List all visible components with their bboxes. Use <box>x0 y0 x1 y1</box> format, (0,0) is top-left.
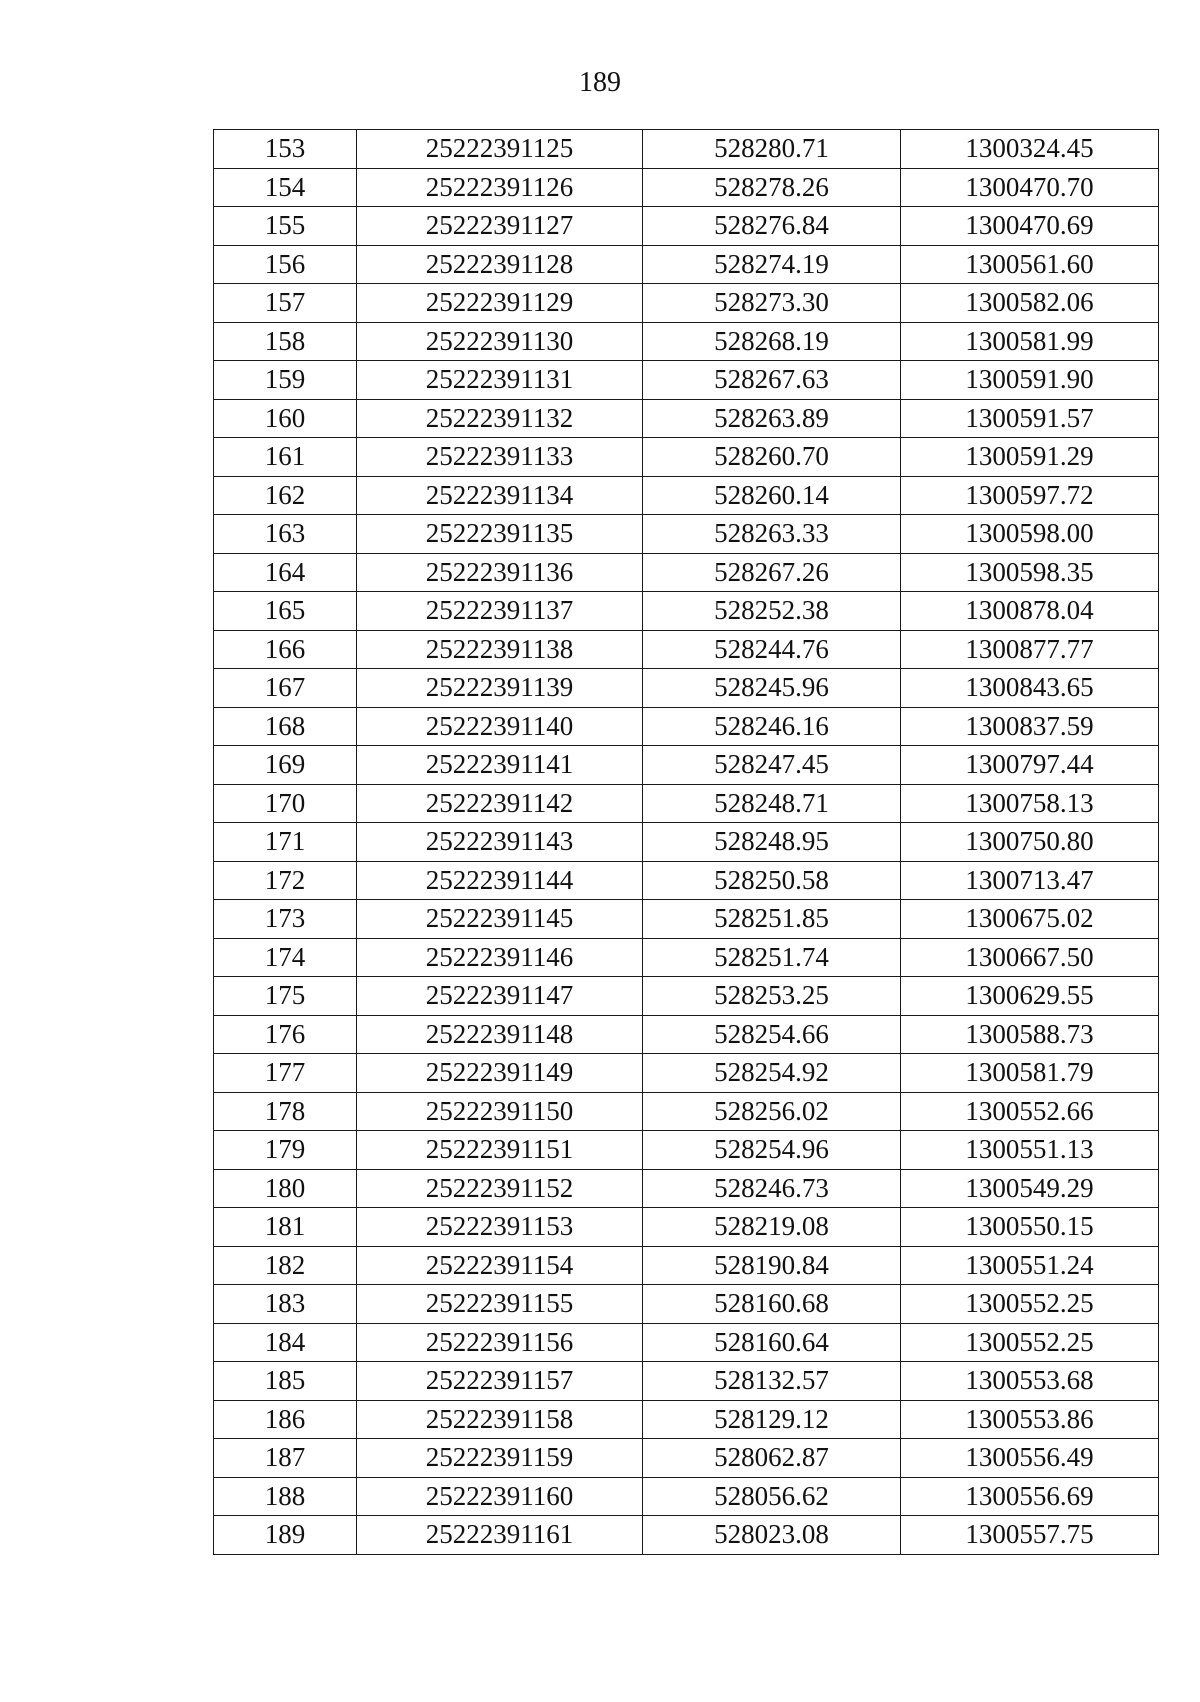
y-coordinate-cell: 1300758.13 <box>901 784 1159 823</box>
y-coordinate-cell: 1300556.49 <box>901 1439 1159 1478</box>
row-number-cell: 183 <box>214 1285 357 1324</box>
x-coordinate-cell: 528250.58 <box>643 861 901 900</box>
y-coordinate-cell: 1300552.25 <box>901 1323 1159 1362</box>
table-row <box>214 861 1159 900</box>
x-coordinate-cell: 528267.26 <box>643 553 901 592</box>
point-id-cell: 25222391128 <box>357 245 643 284</box>
x-coordinate-cell: 528132.57 <box>643 1362 901 1401</box>
row-number-cell: 163 <box>214 515 357 554</box>
y-coordinate-cell: 1300713.47 <box>901 861 1159 900</box>
point-id-cell: 25222391143 <box>357 823 643 862</box>
x-coordinate-cell: 528248.71 <box>643 784 901 823</box>
point-id-cell: 25222391158 <box>357 1400 643 1439</box>
point-id-cell: 25222391127 <box>357 207 643 246</box>
y-coordinate-cell: 1300598.00 <box>901 515 1159 554</box>
row-number-cell: 180 <box>214 1169 357 1208</box>
table-row <box>214 630 1159 669</box>
y-coordinate-cell: 1300878.04 <box>901 592 1159 631</box>
x-coordinate-cell: 528274.19 <box>643 245 901 284</box>
point-id-cell: 25222391130 <box>357 322 643 361</box>
table-row <box>214 1516 1159 1555</box>
table-row <box>214 284 1159 323</box>
table-row <box>214 1285 1159 1324</box>
table-row <box>214 399 1159 438</box>
table-row <box>214 438 1159 477</box>
point-id-cell: 25222391150 <box>357 1092 643 1131</box>
table-row <box>214 245 1159 284</box>
row-number-cell: 179 <box>214 1131 357 1170</box>
y-coordinate-cell: 1300552.25 <box>901 1285 1159 1324</box>
point-id-cell: 25222391144 <box>357 861 643 900</box>
x-coordinate-cell: 528219.08 <box>643 1208 901 1247</box>
point-id-cell: 25222391141 <box>357 746 643 785</box>
row-number-cell: 187 <box>214 1439 357 1478</box>
point-id-cell: 25222391134 <box>357 476 643 515</box>
row-number-cell: 169 <box>214 746 357 785</box>
row-number-cell: 167 <box>214 669 357 708</box>
point-id-cell: 25222391137 <box>357 592 643 631</box>
x-coordinate-cell: 528248.95 <box>643 823 901 862</box>
table-row <box>214 553 1159 592</box>
point-id-cell: 25222391159 <box>357 1439 643 1478</box>
x-coordinate-cell: 528263.33 <box>643 515 901 554</box>
y-coordinate-cell: 1300675.02 <box>901 900 1159 939</box>
table-row <box>214 1246 1159 1285</box>
row-number-cell: 153 <box>214 130 357 169</box>
x-coordinate-cell: 528023.08 <box>643 1516 901 1555</box>
y-coordinate-cell: 1300552.66 <box>901 1092 1159 1131</box>
y-coordinate-cell: 1300581.99 <box>901 322 1159 361</box>
y-coordinate-cell: 1300470.70 <box>901 168 1159 207</box>
y-coordinate-cell: 1300877.77 <box>901 630 1159 669</box>
y-coordinate-cell: 1300561.60 <box>901 245 1159 284</box>
y-coordinate-cell: 1300591.90 <box>901 361 1159 400</box>
row-number-cell: 177 <box>214 1054 357 1093</box>
table-row <box>214 900 1159 939</box>
point-id-cell: 25222391155 <box>357 1285 643 1324</box>
point-id-cell: 25222391138 <box>357 630 643 669</box>
row-number-cell: 159 <box>214 361 357 400</box>
y-coordinate-cell: 1300797.44 <box>901 746 1159 785</box>
point-id-cell: 25222391126 <box>357 168 643 207</box>
row-number-cell: 154 <box>214 168 357 207</box>
x-coordinate-cell: 528268.19 <box>643 322 901 361</box>
x-coordinate-cell: 528256.02 <box>643 1092 901 1131</box>
point-id-cell: 25222391145 <box>357 900 643 939</box>
table-row <box>214 669 1159 708</box>
coordinates-table-body <box>214 130 1159 1555</box>
row-number-cell: 168 <box>214 707 357 746</box>
y-coordinate-cell: 1300551.13 <box>901 1131 1159 1170</box>
table-row <box>214 1208 1159 1247</box>
point-id-cell: 25222391133 <box>357 438 643 477</box>
row-number-cell: 188 <box>214 1477 357 1516</box>
coordinates-table <box>213 129 1159 1555</box>
y-coordinate-cell: 1300549.29 <box>901 1169 1159 1208</box>
y-coordinate-cell: 1300588.73 <box>901 1015 1159 1054</box>
x-coordinate-cell: 528278.26 <box>643 168 901 207</box>
row-number-cell: 160 <box>214 399 357 438</box>
table-row <box>214 476 1159 515</box>
point-id-cell: 25222391135 <box>357 515 643 554</box>
x-coordinate-cell: 528276.84 <box>643 207 901 246</box>
x-coordinate-cell: 528254.66 <box>643 1015 901 1054</box>
row-number-cell: 185 <box>214 1362 357 1401</box>
point-id-cell: 25222391154 <box>357 1246 643 1285</box>
point-id-cell: 25222391161 <box>357 1516 643 1555</box>
table-row <box>214 1439 1159 1478</box>
row-number-cell: 165 <box>214 592 357 631</box>
x-coordinate-cell: 528129.12 <box>643 1400 901 1439</box>
y-coordinate-cell: 1300591.57 <box>901 399 1159 438</box>
x-coordinate-cell: 528252.38 <box>643 592 901 631</box>
x-coordinate-cell: 528247.45 <box>643 746 901 785</box>
x-coordinate-cell: 528260.70 <box>643 438 901 477</box>
y-coordinate-cell: 1300598.35 <box>901 553 1159 592</box>
x-coordinate-cell: 528056.62 <box>643 1477 901 1516</box>
point-id-cell: 25222391157 <box>357 1362 643 1401</box>
y-coordinate-cell: 1300597.72 <box>901 476 1159 515</box>
x-coordinate-cell: 528263.89 <box>643 399 901 438</box>
y-coordinate-cell: 1300324.45 <box>901 130 1159 169</box>
y-coordinate-cell: 1300667.50 <box>901 938 1159 977</box>
point-id-cell: 25222391142 <box>357 784 643 823</box>
x-coordinate-cell: 528246.73 <box>643 1169 901 1208</box>
row-number-cell: 171 <box>214 823 357 862</box>
y-coordinate-cell: 1300750.80 <box>901 823 1159 862</box>
row-number-cell: 172 <box>214 861 357 900</box>
table-row <box>214 1015 1159 1054</box>
point-id-cell: 25222391160 <box>357 1477 643 1516</box>
x-coordinate-cell: 528244.76 <box>643 630 901 669</box>
row-number-cell: 157 <box>214 284 357 323</box>
page-number: 189 <box>579 67 621 98</box>
point-id-cell: 25222391129 <box>357 284 643 323</box>
table-row <box>214 207 1159 246</box>
row-number-cell: 189 <box>214 1516 357 1555</box>
point-id-cell: 25222391152 <box>357 1169 643 1208</box>
point-id-cell: 25222391149 <box>357 1054 643 1093</box>
point-id-cell: 25222391140 <box>357 707 643 746</box>
x-coordinate-cell: 528267.63 <box>643 361 901 400</box>
x-coordinate-cell: 528260.14 <box>643 476 901 515</box>
row-number-cell: 173 <box>214 900 357 939</box>
row-number-cell: 176 <box>214 1015 357 1054</box>
x-coordinate-cell: 528253.25 <box>643 977 901 1016</box>
point-id-cell: 25222391139 <box>357 669 643 708</box>
y-coordinate-cell: 1300553.68 <box>901 1362 1159 1401</box>
y-coordinate-cell: 1300591.29 <box>901 438 1159 477</box>
table-row <box>214 322 1159 361</box>
table-row <box>214 361 1159 400</box>
row-number-cell: 175 <box>214 977 357 1016</box>
table-row <box>214 1362 1159 1401</box>
y-coordinate-cell: 1300843.65 <box>901 669 1159 708</box>
table-row <box>214 977 1159 1016</box>
table-row <box>214 1092 1159 1131</box>
point-id-cell: 25222391148 <box>357 1015 643 1054</box>
row-number-cell: 164 <box>214 553 357 592</box>
table-row <box>214 592 1159 631</box>
row-number-cell: 182 <box>214 1246 357 1285</box>
x-coordinate-cell: 528245.96 <box>643 669 901 708</box>
row-number-cell: 155 <box>214 207 357 246</box>
x-coordinate-cell: 528062.87 <box>643 1439 901 1478</box>
point-id-cell: 25222391131 <box>357 361 643 400</box>
x-coordinate-cell: 528280.71 <box>643 130 901 169</box>
x-coordinate-cell: 528190.84 <box>643 1246 901 1285</box>
table-row <box>214 1477 1159 1516</box>
table-row <box>214 938 1159 977</box>
point-id-cell: 25222391146 <box>357 938 643 977</box>
table-row <box>214 1400 1159 1439</box>
table-row <box>214 1323 1159 1362</box>
row-number-cell: 181 <box>214 1208 357 1247</box>
x-coordinate-cell: 528254.96 <box>643 1131 901 1170</box>
y-coordinate-cell: 1300556.69 <box>901 1477 1159 1516</box>
row-number-cell: 156 <box>214 245 357 284</box>
row-number-cell: 174 <box>214 938 357 977</box>
x-coordinate-cell: 528246.16 <box>643 707 901 746</box>
point-id-cell: 25222391156 <box>357 1323 643 1362</box>
x-coordinate-cell: 528251.85 <box>643 900 901 939</box>
y-coordinate-cell: 1300837.59 <box>901 707 1159 746</box>
row-number-cell: 166 <box>214 630 357 669</box>
point-id-cell: 25222391125 <box>357 130 643 169</box>
row-number-cell: 170 <box>214 784 357 823</box>
table-row <box>214 130 1159 169</box>
x-coordinate-cell: 528160.64 <box>643 1323 901 1362</box>
table-row <box>214 1131 1159 1170</box>
row-number-cell: 178 <box>214 1092 357 1131</box>
y-coordinate-cell: 1300470.69 <box>901 207 1159 246</box>
table-row <box>214 1054 1159 1093</box>
x-coordinate-cell: 528273.30 <box>643 284 901 323</box>
point-id-cell: 25222391151 <box>357 1131 643 1170</box>
row-number-cell: 161 <box>214 438 357 477</box>
x-coordinate-cell: 528254.92 <box>643 1054 901 1093</box>
point-id-cell: 25222391136 <box>357 553 643 592</box>
y-coordinate-cell: 1300557.75 <box>901 1516 1159 1555</box>
row-number-cell: 186 <box>214 1400 357 1439</box>
point-id-cell: 25222391147 <box>357 977 643 1016</box>
y-coordinate-cell: 1300551.24 <box>901 1246 1159 1285</box>
x-coordinate-cell: 528251.74 <box>643 938 901 977</box>
table-row <box>214 1169 1159 1208</box>
y-coordinate-cell: 1300553.86 <box>901 1400 1159 1439</box>
table-row <box>214 707 1159 746</box>
table-row <box>214 168 1159 207</box>
y-coordinate-cell: 1300550.15 <box>901 1208 1159 1247</box>
table-row <box>214 784 1159 823</box>
y-coordinate-cell: 1300629.55 <box>901 977 1159 1016</box>
point-id-cell: 25222391153 <box>357 1208 643 1247</box>
row-number-cell: 158 <box>214 322 357 361</box>
row-number-cell: 162 <box>214 476 357 515</box>
table-row <box>214 515 1159 554</box>
table-row <box>214 746 1159 785</box>
table-row <box>214 823 1159 862</box>
row-number-cell: 184 <box>214 1323 357 1362</box>
x-coordinate-cell: 528160.68 <box>643 1285 901 1324</box>
point-id-cell: 25222391132 <box>357 399 643 438</box>
y-coordinate-cell: 1300582.06 <box>901 284 1159 323</box>
y-coordinate-cell: 1300581.79 <box>901 1054 1159 1093</box>
